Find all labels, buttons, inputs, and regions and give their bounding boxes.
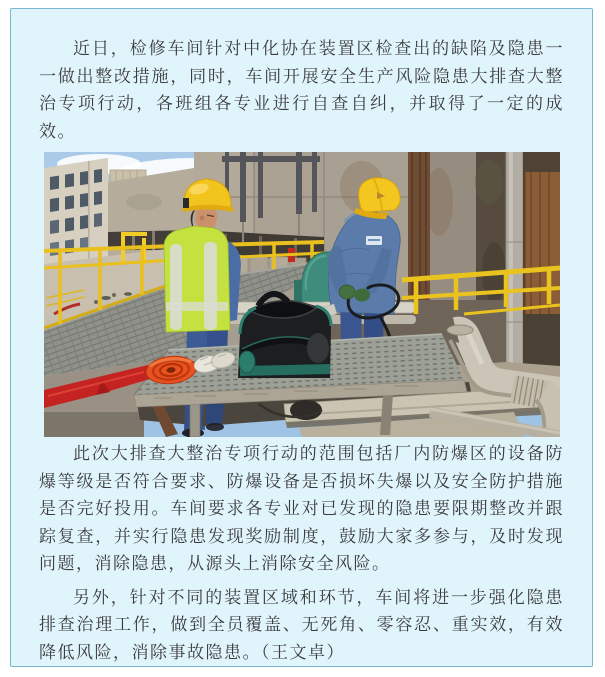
paragraph-1: 近日，检修车间针对中化协在装置区检查出的缺陷及隐患一一做出整改措施，同时，车间开展安全生产风险隐患大排查大整治专项行动，各班组各专业进行自查自纠，并取得了一定的成效。 <box>39 39 564 141</box>
paragraph-2: 此次大排查大整治专项行动的范围包括厂内防爆区的设备防爆等级是否符合要求、防爆设备是否损坏失爆以及安全防护措施是否完好投用。车间要求各专业对已发现的隐患要限期整改并跟踪复查，并实行隐患发现奖励制度，鼓励大家多参与，及时发现问题，消除隐患，从源头上消除安全风险。 <box>39 444 564 573</box>
worksite-photo <box>44 152 560 437</box>
article-frame <box>10 8 593 667</box>
photo-figure <box>39 152 564 437</box>
paragraph-3: 另外，针对不同的装置区域和环节，车间将进一步强化隐患排查治理工作，做到全员覆盖、无死角、零容忍、重实效，有效降低风险，消除事故隐患。（王文卓） <box>39 587 564 662</box>
ground-shadow-left <box>44 412 144 437</box>
